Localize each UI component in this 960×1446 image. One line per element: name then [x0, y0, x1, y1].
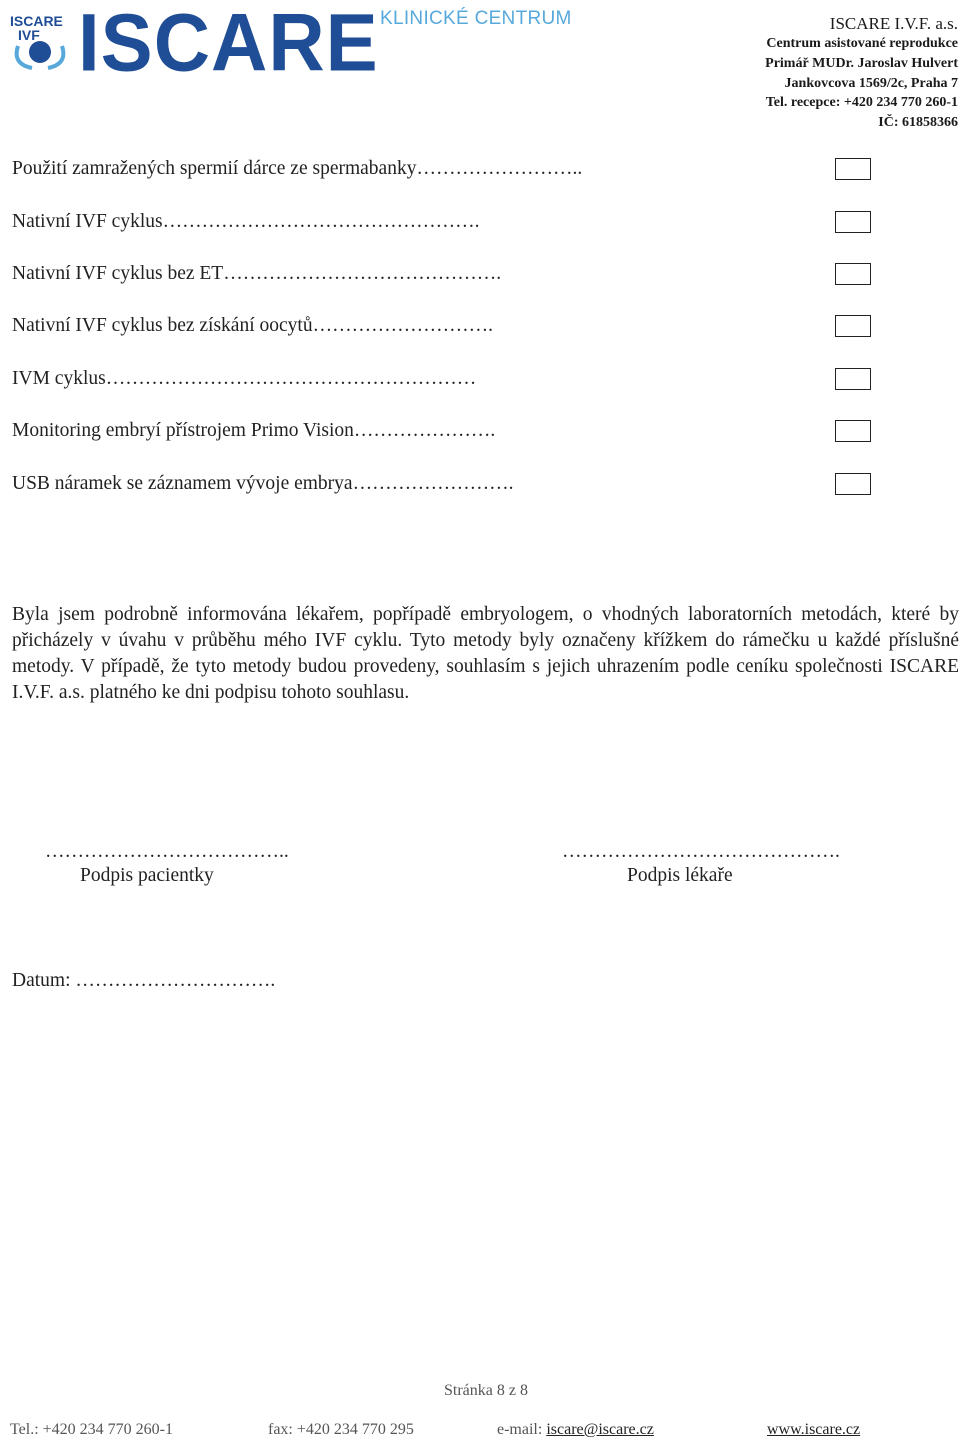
footer-email-label: e-mail:	[497, 1421, 543, 1438]
svg-text:IVF: IVF	[18, 27, 40, 43]
footer-web-link[interactable]: www.iscare.cz	[767, 1421, 861, 1438]
footer-web	[767, 1421, 860, 1439]
date-label: Datum:	[12, 970, 71, 991]
primar-name: Primář MUDr. Jaroslav Hulvert	[765, 55, 958, 71]
date-line: ………………………….	[75, 970, 276, 991]
checkbox-native-ivf[interactable]	[835, 211, 871, 233]
footer-email-link[interactable]: iscare@iscare.cz	[546, 1421, 654, 1438]
logo-subtitle: KLINICKÉ CENTRUM	[380, 8, 572, 29]
footer-email	[497, 1421, 654, 1439]
checkbox-donor-sperm[interactable]	[835, 158, 871, 180]
option-native-ivf-no-et: Nativní IVF cyklus bez ET…………………………………….	[12, 263, 502, 284]
checkbox-native-ivf-no-oocytes[interactable]	[835, 315, 871, 337]
svg-text:ISCARE: ISCARE	[10, 13, 63, 29]
option-ivm-cycle: IVM cyklus…………………………………………………	[12, 368, 477, 389]
consent-paragraph: Byla jsem podrobně informována lékařem, popřípadě embryologem, o vhodných laboratorních metodách, které by přicházely v úvahu v průběhu mého IVF cyklu. Tyto metody byly označeny křížkem do rámečku u každé příslušné metody. V případě, že tyto metody budou provedeny, souhlasím s jejich uhrazením podle ceníku společnosti ISCARE I.V.F. a.s. platného ke dni podpisu tohoto souhlasu.	[12, 604, 959, 703]
date-field[interactable]	[12, 970, 275, 992]
doctor-signature-line[interactable]: …………………………………….	[562, 841, 840, 862]
footer-fax: fax: +420 234 770 295	[268, 1421, 414, 1438]
checkbox-primo-vision[interactable]	[835, 420, 871, 442]
option-donor-sperm: Použití zamražených spermií dárce ze spermabanky……………………..	[12, 158, 583, 179]
reception-phone: Tel. recepce: +420 234 770 260-1	[765, 95, 958, 111]
option-primo-vision: Monitoring embryí přístrojem Primo Vision………………….	[12, 420, 496, 441]
logo-wordmark: ISCARE	[78, 0, 379, 89]
logo-mark-icon	[8, 6, 72, 70]
company-ic: IČ: 61858366	[878, 115, 958, 131]
checkbox-ivm-cycle[interactable]	[835, 368, 871, 390]
center-name: Centrum asistované reprodukce	[766, 36, 958, 51]
checkbox-native-ivf-no-et[interactable]	[835, 263, 871, 285]
patient-signature-line[interactable]: ………………………………..	[45, 841, 289, 862]
option-native-ivf: Nativní IVF cyklus………………………………………….	[12, 211, 480, 232]
checkbox-usb-bracelet[interactable]	[835, 473, 871, 495]
footer-tel: Tel.: +420 234 770 260-1	[10, 1421, 173, 1438]
company-info	[765, 14, 958, 133]
doctor-signature-label: Podpis lékaře	[627, 865, 733, 886]
option-native-ivf-no-oocytes: Nativní IVF cyklus bez získání oocytů……………………….	[12, 315, 493, 336]
patient-signature-label: Podpis pacientky	[80, 865, 214, 886]
company-name: ISCARE I.V.F. a.s.	[829, 14, 958, 33]
page-number: Stránka 8 z 8	[444, 1382, 528, 1399]
option-usb-bracelet: USB náramek se záznamem vývoje embrya…………………….	[12, 473, 514, 494]
company-address: Jankovcova 1569/2c, Praha 7	[784, 75, 958, 91]
